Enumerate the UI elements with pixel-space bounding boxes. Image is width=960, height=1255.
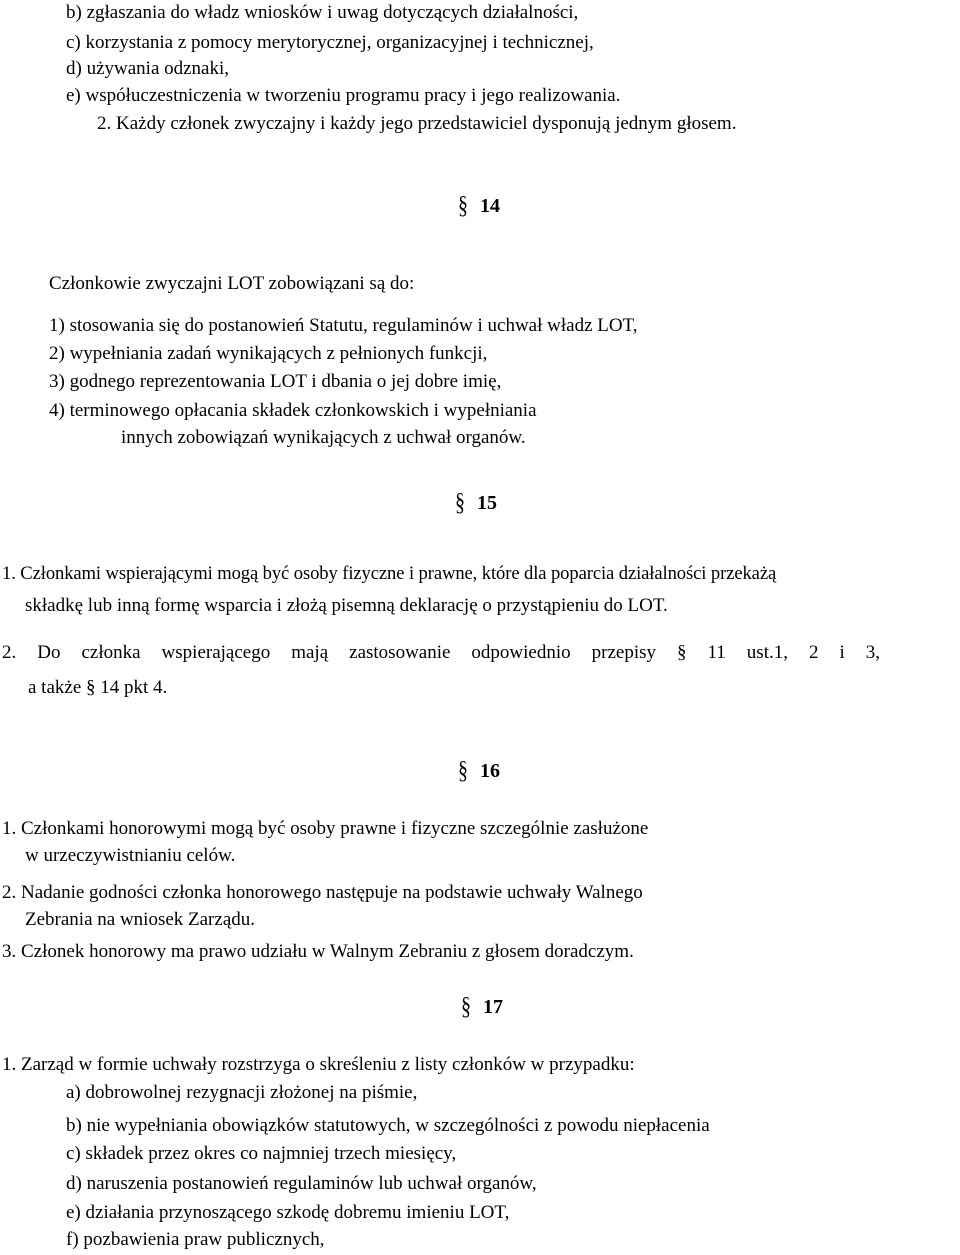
section-number: 17 (483, 996, 503, 1018)
section-17-item-b: b) nie wypełniania obowiązków statutowych, w szczególności z powodu niepłacenia (66, 1115, 710, 1136)
section-17-item-f: f) pozbawienia praw publicznych, (66, 1229, 325, 1250)
section-17-item-a: a) dobrowolnej rezygnacji złożonej na piśmie, (66, 1082, 418, 1103)
section-17-item-c: c) składek przez okres co najmniej trzech miesięcy, (66, 1143, 457, 1164)
section-sign: § (461, 993, 471, 1021)
list-item-c: c) korzystania z pomocy merytorycznej, organizacyjnej i technicznej, (66, 32, 594, 53)
list-item-b: b) zgłaszania do władz wniosków i uwag dotyczących działalności, (66, 2, 579, 23)
section-16-p3: 3. Członek honorowy ma prawo udziału w Walnym Zebraniu z głosem doradczym. (2, 941, 634, 962)
paragraph-2: 2. Każdy członek zwyczajny i każdy jego przedstawiciel dysponują jednym głosem. (97, 113, 737, 134)
list-item-d: d) używania odznaki, (66, 58, 230, 79)
section-sign: § (458, 192, 468, 220)
section-number: 16 (480, 760, 500, 782)
section-14-item-1: 1) stosowania się do postanowień Statutu, regulaminów i uchwał władz LOT, (49, 315, 638, 336)
section-15-p2-line1: 2. Do członka wspierającego mają zastosowanie odpowiednio przepisy § 11 ust.1, 2 i 3, (2, 642, 880, 663)
section-17-p1: 1. Zarząd w formie uchwały rozstrzyga o skreśleniu z listy członków w przypadku: (2, 1054, 635, 1075)
section-14-item-4: 4) terminowego opłacania składek członkowskich i wypełniania (49, 400, 537, 421)
section-16-p2-line2: Zebrania na wniosek Zarządu. (25, 909, 256, 930)
section-number: 15 (477, 492, 497, 514)
section-heading-15 (455, 489, 497, 517)
section-heading-16 (458, 757, 500, 785)
section-14-item-2: 2) wypełniania zadań wynikających z pełnionych funkcji, (49, 343, 488, 364)
section-14-item-3: 3) godnego reprezentowania LOT i dbania o jej dobre imię, (49, 371, 502, 392)
section-14-intro: Członkowie zwyczajni LOT zobowiązani są do: (49, 273, 415, 294)
section-number: 14 (480, 195, 500, 217)
section-heading-14 (458, 192, 500, 220)
section-16-p1-line1: 1. Członkami honorowymi mogą być osoby prawne i fizyczne szczególnie zasłużone (2, 818, 649, 839)
section-15-p2-line2: a także § 14 pkt 4. (28, 677, 168, 698)
list-item-e: e) współuczestniczenia w tworzeniu programu pracy i jego realizowania. (66, 85, 621, 106)
section-17-item-d: d) naruszenia postanowień regulaminów lub uchwał organów, (66, 1173, 537, 1194)
section-sign: § (458, 757, 468, 785)
section-14-item-4-cont: innych zobowiązań wynikających z uchwał organów. (121, 427, 526, 448)
section-16-p2-line1: 2. Nadanie godności członka honorowego następuje na podstawie uchwały Walnego (2, 882, 643, 903)
section-16-p1-line2: w urzeczywistnianiu celów. (25, 845, 236, 866)
section-17-item-e: e) działania przynoszącego szkodę dobremu imieniu LOT, (66, 1202, 510, 1223)
section-heading-17 (461, 993, 503, 1021)
section-15-p1-line2: składkę lub inną formę wsparcia i złożą pisemną deklarację o przystąpieniu do LOT. (25, 595, 668, 616)
section-15-p1-line1: 1. Członkami wspierającymi mogą być osoby fizyczne i prawne, które dla poparcia działalności przekażą (2, 563, 777, 584)
section-sign: § (455, 489, 465, 517)
